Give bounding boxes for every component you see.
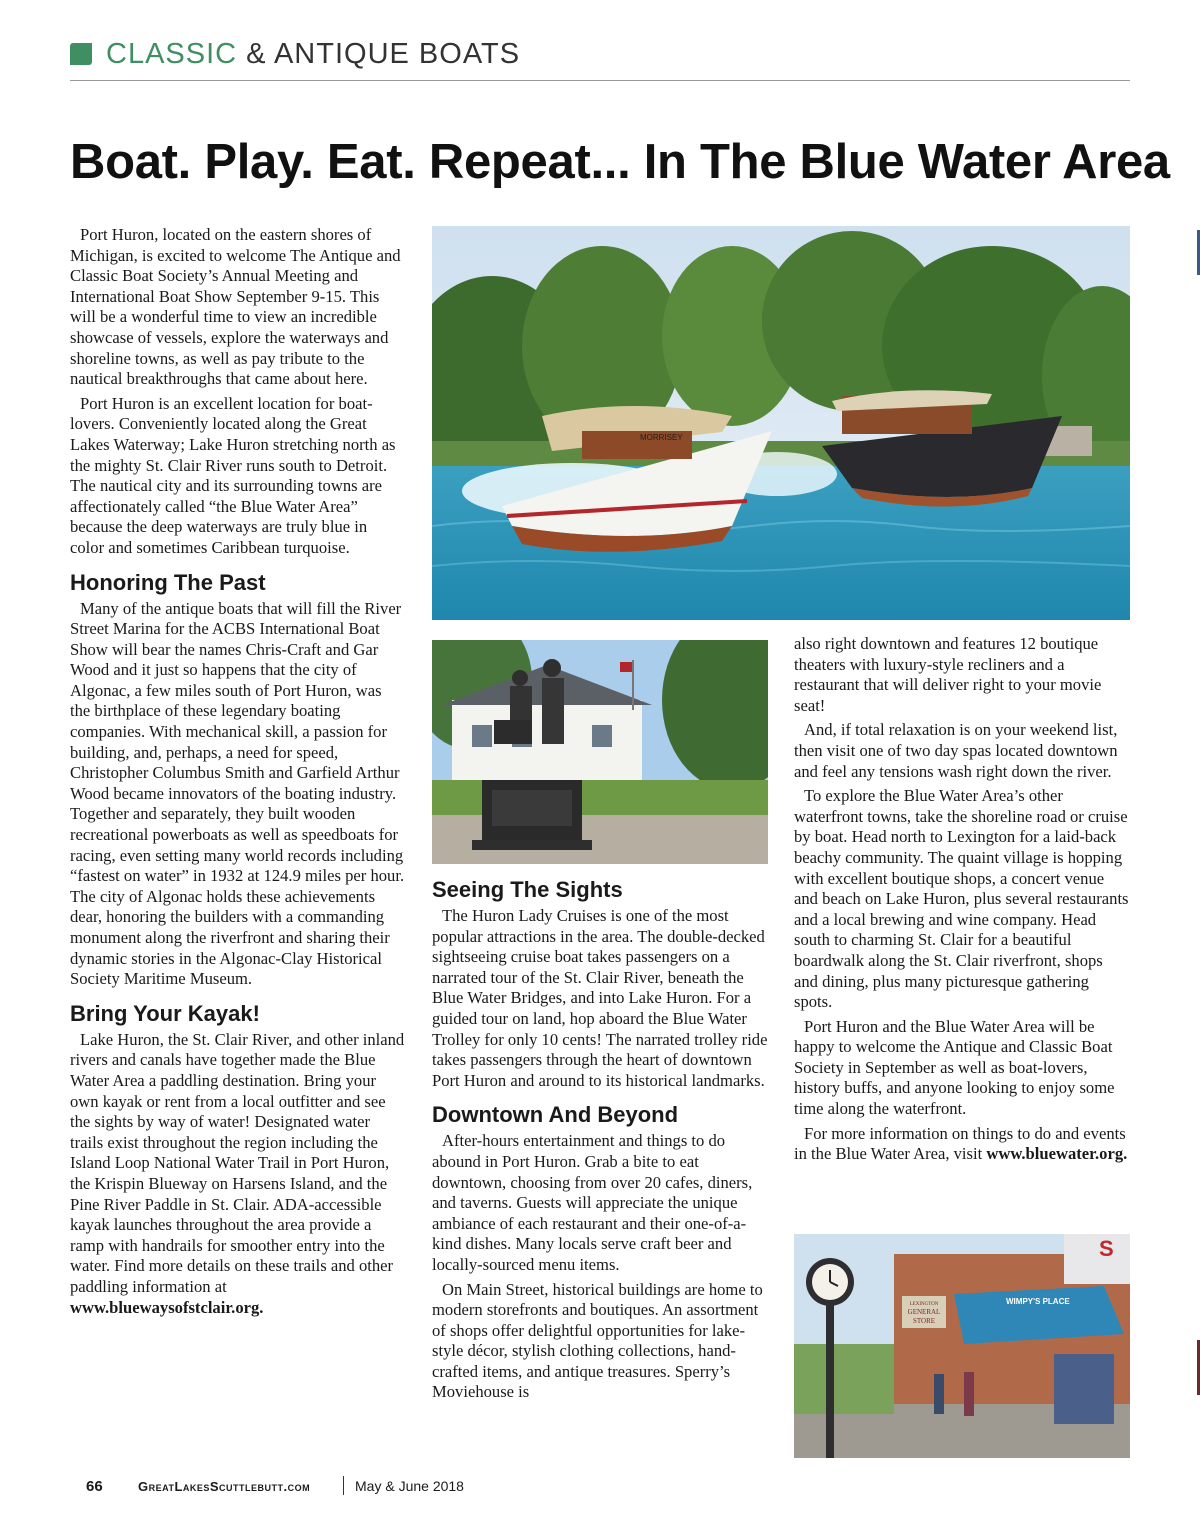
shop-sign-text: WIMPY'S PLACE bbox=[1006, 1297, 1070, 1306]
store-sign-line-3: STORE bbox=[912, 1317, 936, 1325]
bluewater-url-link[interactable]: www.bluewater.org. bbox=[986, 1144, 1128, 1164]
store-sign-line-1: LEXINGTON bbox=[909, 1302, 939, 1307]
boats-photo bbox=[432, 226, 1130, 620]
section-marker bbox=[70, 43, 92, 65]
footer-divider bbox=[343, 1476, 344, 1495]
downtown-paragraph-4: And, if total relaxation is on your weekend list, then visit one of two day spas located downtown and feel any tensions wash right down the river. bbox=[794, 720, 1118, 781]
heading-downtown-and-beyond: Downtown And Beyond bbox=[432, 1102, 679, 1128]
sights-paragraph: The Huron Lady Cruises is one of the most popular attractions in the area. The double-decked sightseeing cruise boat takes passengers on a narrated tour of the St. Clair River, beneath the Blue Water Bridges, and into Lake Huron. For a guided tour on land, hop aboard the Blue Water Trolley for only 10 cents! The narrated trolley ride takes passengers through the heart of downtown Port Huron and around to its historical landmarks. bbox=[432, 906, 768, 1090]
monument-photo bbox=[432, 640, 768, 864]
page-number: 66 bbox=[86, 1478, 103, 1495]
kayak-url-link[interactable]: www.bluewaysofstclair.org. bbox=[70, 1297, 264, 1317]
header-rule bbox=[70, 80, 1130, 81]
downtown-paragraph-2: On Main Street, historical buildings are home to modern storefronts and boutiques. An assortment of shops offer delightful opportunities for lake-style décor, stylish clothing collections, hand-crafted items, and antique treasures. Sperry’s Moviehouse is bbox=[432, 1279, 763, 1402]
intro-paragraph-2: Port Huron is an excellent location for boat-lovers. Conveniently located along the Great Lakes Waterway; Lake Huron stretching north as the mighty St. Clair River runs south to Detroit. The nautical city and its surrounding towns are affectionately called “the Blue Water Area” because the deep waterways are truly blue in color and sometimes Caribbean turquoise. bbox=[70, 393, 396, 557]
boat-name-label: MORRISEY bbox=[640, 433, 683, 442]
downtown-paragraph-6: Port Huron and the Blue Water Area will be happy to welcome the Antique and Classic Boat Society in September as well as boat-lovers, history buffs, and anyone looking to enjoy some time along the waterfront. bbox=[794, 1016, 1115, 1119]
section-header-rest: & ANTIQUE BOATS bbox=[237, 38, 521, 70]
downtown-paragraph-5: To explore the Blue Water Area’s other waterfront towns, take the shoreline road or cruise by boat. Head north to Lexington for a laid-back beachy community. The quaint village is hopping with excellent boutique shops, a concert venue and beach on Lake Huron, plus several restaurants and a local brewing and wine company. Head south to charming St. Clair for a beautiful boardwalk along the St. Clair riverfront, shops and dining, plus many picturesque gathering spots. bbox=[794, 786, 1129, 1012]
section-header-highlight: CLASSIC bbox=[106, 38, 238, 70]
section-header bbox=[106, 36, 520, 72]
column-3 bbox=[794, 634, 1130, 1169]
issue-date: May & June 2018 bbox=[355, 1478, 464, 1494]
intro-paragraph-1: Port Huron, located on the eastern shores of Michigan, is excited to welcome The Antique and Classic Boat Society’s Annual Meeting and International Boat Show September 9-15. This will be a wonderful time to view an incredible showcase of vessels, explore the waterways and shoreline towns, as well as pay tribute to the nautical breakthroughs that came about here. bbox=[70, 225, 401, 389]
downtown-paragraph-1: After-hours entertainment and things to do abound in Port Huron. Grab a bite to eat downtown, choosing from over 20 cafes, diners, and taverns. Guests will appreciate the unique ambiance of each restaurant and their one-of-a-kind dishes. Many locals serve craft beer and locally-sourced menu items. bbox=[432, 1131, 753, 1274]
article-headline: Boat. Play. Eat. Repeat... In The Blue Water Area bbox=[70, 135, 1170, 189]
store-sign-line-2: GENERAL bbox=[907, 1308, 941, 1316]
column-1 bbox=[70, 225, 405, 1322]
kayak-paragraph bbox=[70, 1030, 405, 1318]
column-2 bbox=[432, 876, 768, 1407]
heading-seeing-the-sights: Seeing The Sights bbox=[432, 877, 623, 902]
honoring-paragraph: Many of the antique boats that will fill the River Street Marina for the ACBS International Boat Show will bear the names Chris-Craft and Gar Wood and it just so happens that the city of Algonac, a few miles south of Port Huron, was the birthplace of these legendary boating companies. With mechanical skill, a passion for building, and, perhaps, a need for speed, Christopher Columbus Smith and Garfield Arthur Wood became innovators of the boating industry. Together and separately, they built wooden recreational powerboats as well as speedboats for racing, even setting many world records including “fastest on water” in 1932 at 124.9 miles per hour. The city of Algonac holds these achievements dear, honoring the builders with a commanding monument along the riverfront and sharing their dynamic stories in the Algonac-Clay Historical Society Maritime Museum. bbox=[70, 598, 405, 989]
publication-site: GreatLakesScuttlebutt.com bbox=[138, 1479, 311, 1494]
heading-bring-your-kayak: Bring Your Kayak! bbox=[70, 1000, 260, 1026]
more-info-text: For more information on things to do and events in the Blue Water Area, visit bbox=[794, 1123, 1126, 1164]
kayak-text: Lake Huron, the St. Clair River, and other inland rivers and canals have together made the Blue Water Area a paddling destination. Bring your own kayak or rent from a local outfitter and see the sights by way of water! Designated water trails exist throughout the region including the Island Loop National Water Trail in Port Huron, the Krispin Blueway on Harsens Island, and the Pine River Paddle in St. Clair. ADA-accessible kayak launches throughout the area provide a ramp with handrails for smoother entry into the water. Find more details on these trails and other paddling information at bbox=[70, 1029, 405, 1296]
downtown-paragraph-7 bbox=[794, 1124, 1130, 1165]
heading-honoring-the-past: Honoring The Past bbox=[70, 569, 266, 595]
corner-sign-text: S bbox=[1099, 1236, 1114, 1261]
street-photo bbox=[794, 1234, 1130, 1458]
downtown-paragraph-3: also right downtown and features 12 boutique theaters with luxury-style recliners and a restaurant that will deliver right to your movie seat! bbox=[794, 634, 1102, 715]
